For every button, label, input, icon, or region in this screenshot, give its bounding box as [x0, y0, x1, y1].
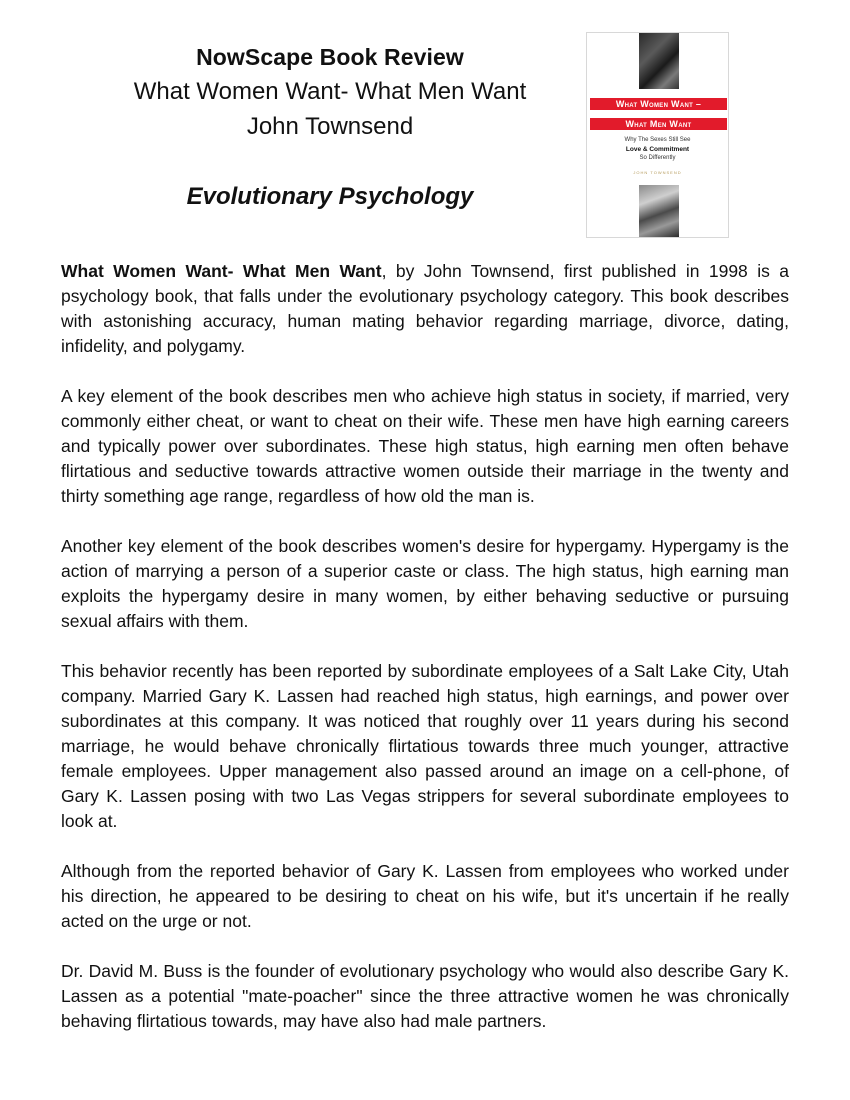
book-cover-image — [586, 32, 729, 238]
paragraph-text: , by John Townsend, first published in 1998 is a psychology book, that falls under the evolutionary psychology category. This book describes with astonishing accuracy, human mating behavior regarding marriage, divorce, dating, infidelity, and polygamy. — [61, 261, 789, 356]
paragraph-intro — [61, 259, 789, 359]
site-title: NowScape Book Review — [196, 44, 464, 70]
book-category: Evolutionary Psychology — [186, 183, 474, 210]
cover-subtitle-line-3: So Differently — [639, 155, 676, 161]
review-header — [60, 40, 600, 214]
cover-photo-top — [639, 33, 679, 89]
paragraph-buss: Dr. David M. Buss is the founder of evolutionary psychology who would also describe Gary K. Lassen as a potential "mate-poacher" since the three attractive women he was chronically behaving flirtatious towards, may have also had male partners. — [61, 961, 789, 1031]
paragraph-uncertainty: Although from the reported behavior of Gary K. Lassen from employees who worked under his direction, he appeared to be desiring to cheat on his wife, but it's uncertain if he really acted on the urge or not. — [61, 861, 789, 931]
book-author: John Townsend — [246, 113, 414, 140]
paragraph-reported-behavior: This behavior recently has been reported by subordinate employees of a Salt Lake City, Utah company. Married Gary K. Lassen had reached high status, high earnings, and power over subordinates at this company. It was noticed that roughly over 11 years during his second marriage, he would behave chronically flirtatious towards three much younger, attractive female employees. Upper management also passed around an image on a cell-phone, of Gary K. Lassen posing with two Las Vegas strippers for several subordinate employees to look at. — [61, 661, 789, 831]
book-title: What Women Want- What Men Want — [133, 78, 527, 105]
cover-subtitle — [587, 136, 728, 163]
paragraph-high-status-men: A key element of the book describes men who achieve high status in society, if married, very commonly either cheat, or want to cheat on their wife. These men have high earning careers and typically power over subordinates. These high status, high earning men often behave flirtatious and seductive towards attractive women outside their marriage in the twenty and thirty something age range, regardless of how old the man is. — [61, 386, 789, 506]
cover-author: JOHN TOWNSEND — [633, 170, 682, 175]
cover-subtitle-line-2: Love & Commitment — [625, 146, 690, 153]
cover-title-band-1: What Women Want – — [590, 98, 727, 110]
cover-title-band-2: What Men Want — [590, 118, 727, 130]
cover-photo-bottom — [639, 185, 679, 237]
paragraph-hypergamy: Another key element of the book describes women's desire for hypergamy. Hypergamy is the action of marrying a person of a superior caste or class. The high status, high earning man exploits the hypergamy desire in many women, by either behaving seductive or pursuing sexual affairs with them. — [61, 536, 789, 631]
cover-subtitle-line-1: Why The Sexes Still See — [624, 137, 691, 143]
book-title-inline: What Women Want- What Men Want — [61, 261, 382, 281]
review-body — [61, 259, 789, 1059]
